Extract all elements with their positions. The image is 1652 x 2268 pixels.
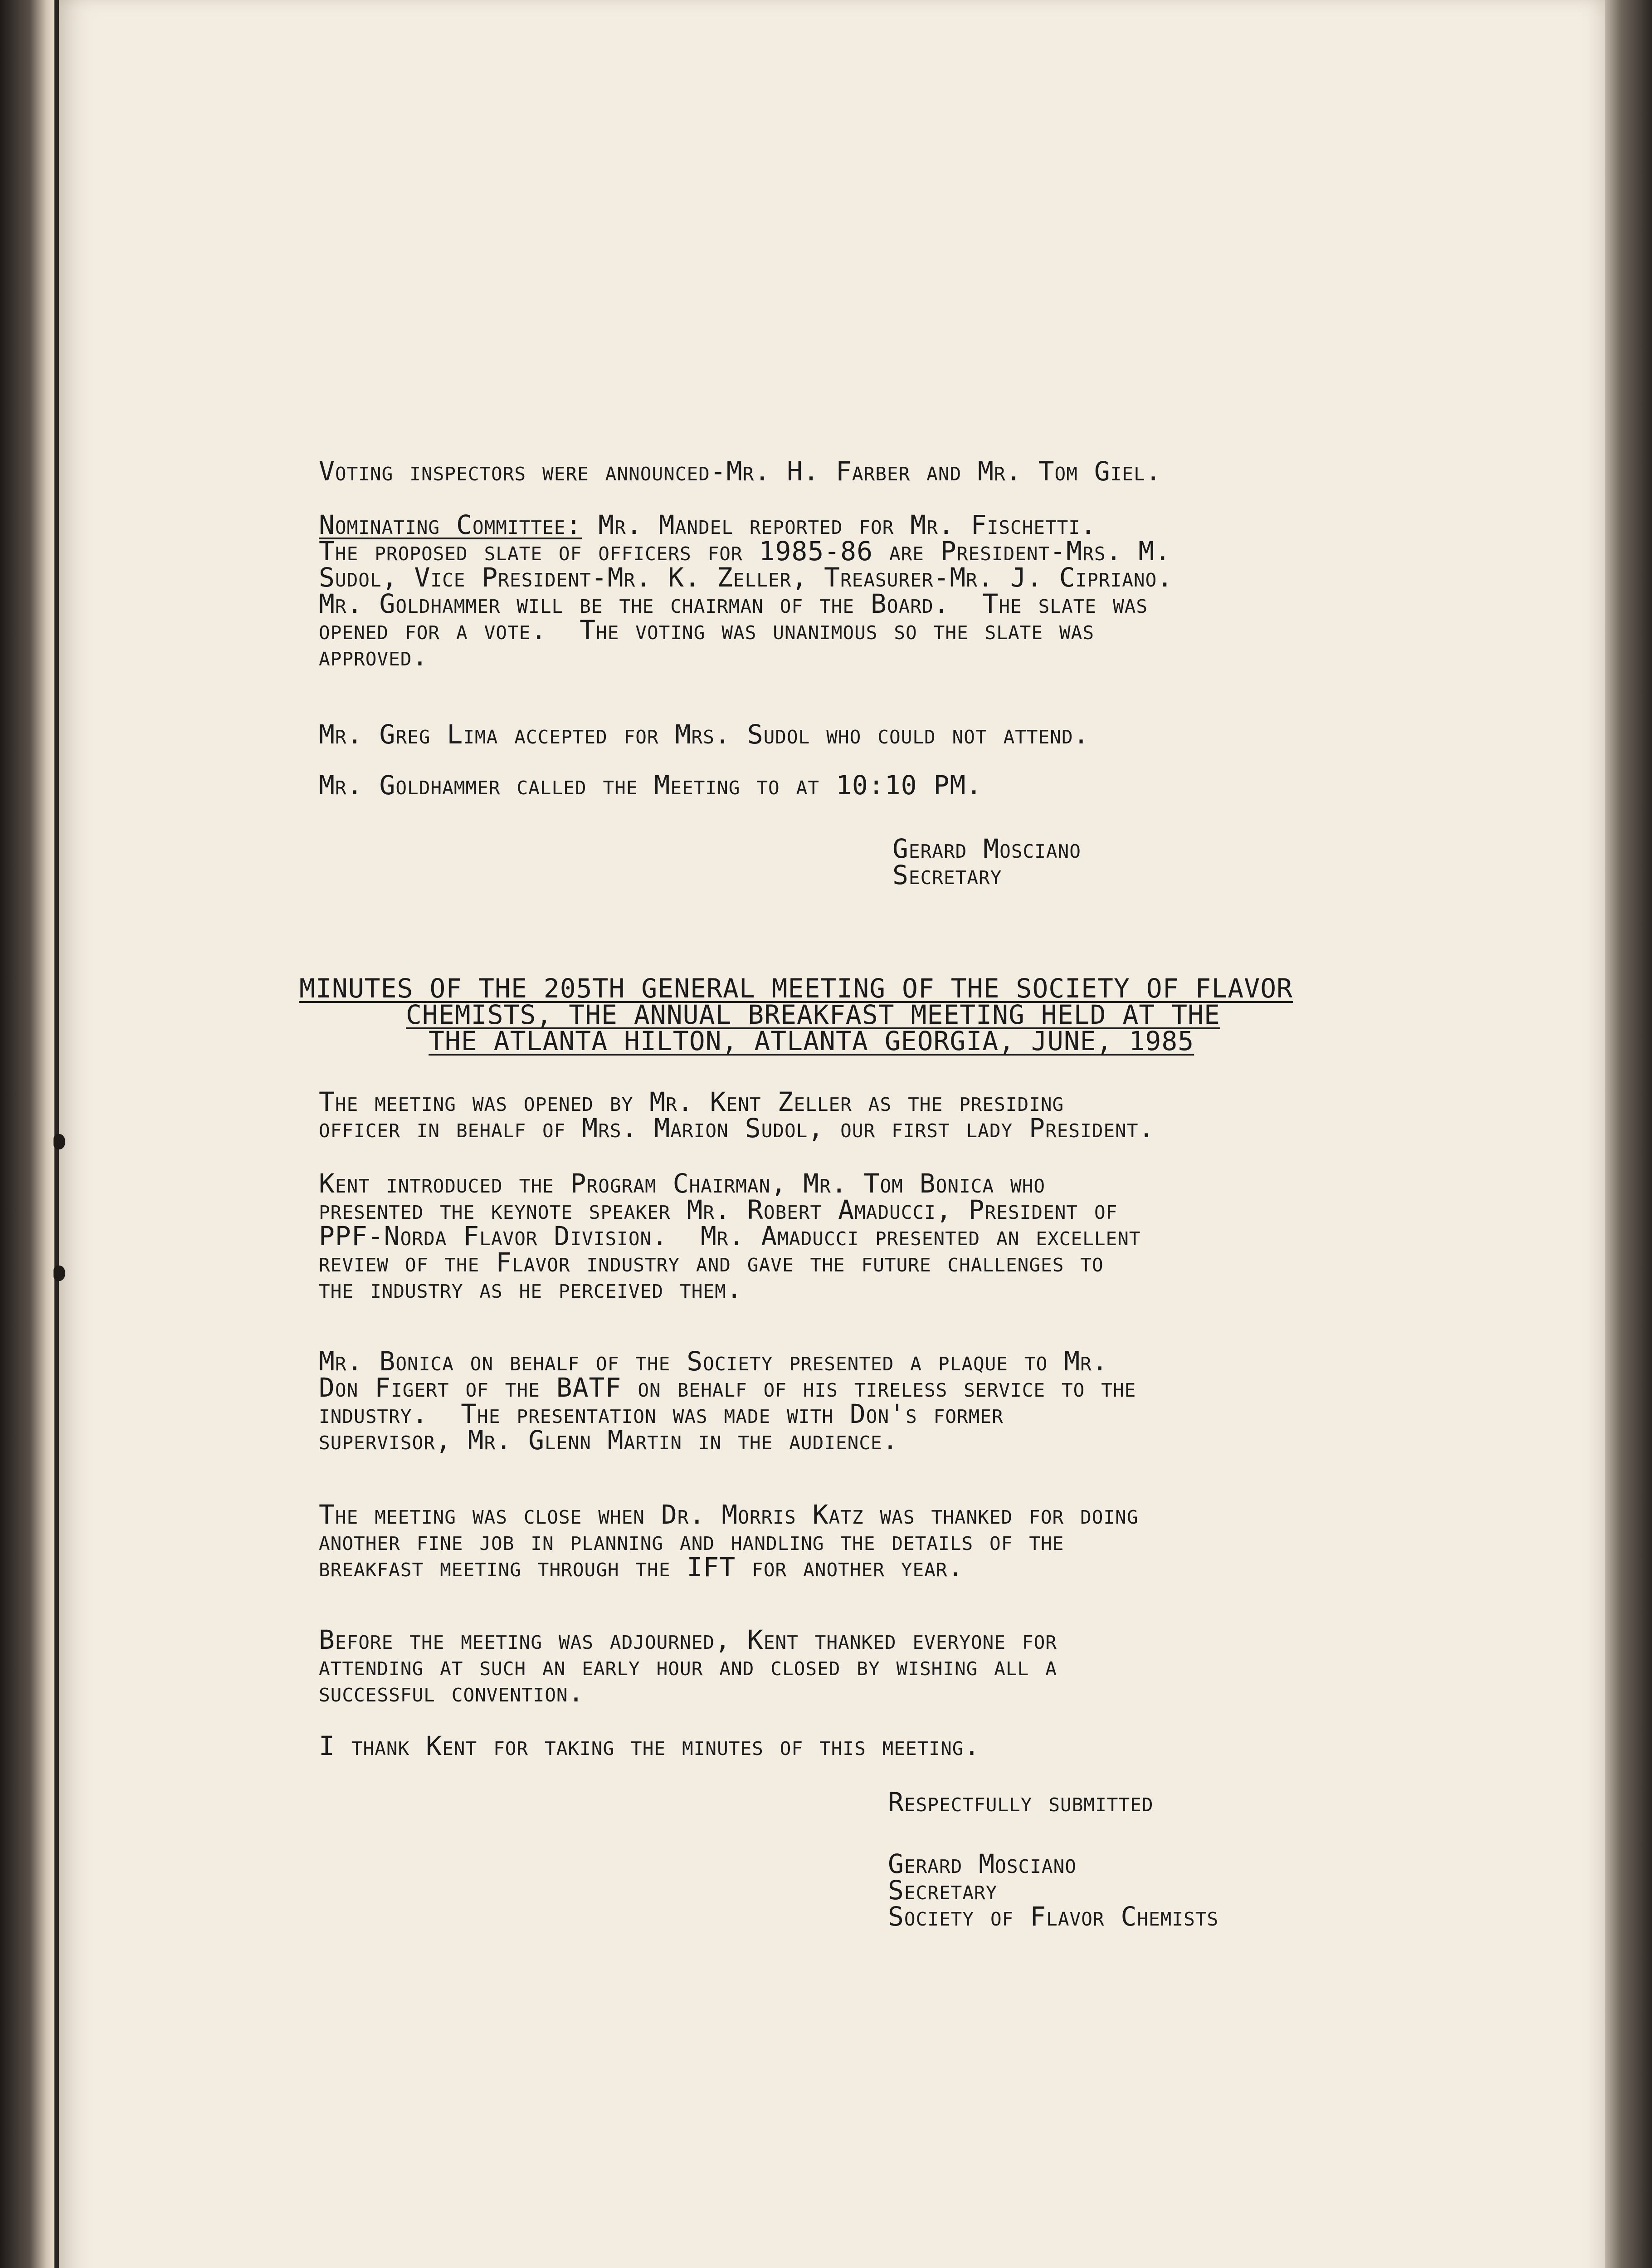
signature-title-2: Secretary <box>888 1875 998 1906</box>
nominating-line-1: Mr. Mandel reported for Mr. Fischetti. <box>582 509 1097 540</box>
right-page-edge <box>1605 0 1652 2268</box>
nominating-line-6: approved. <box>319 641 429 672</box>
para1-line-1: The meeting was opened by Mr. Kent Zeller as the presiding <box>319 1086 1064 1117</box>
binding-mark-bottom <box>54 1266 65 1281</box>
voting-inspectors-line: Voting inspectors were announced-Mr. H. Farber and Mr. Tom Giel. <box>319 456 1162 487</box>
nominating-line-4: Mr. Goldhammer will be the chairman of the Board. The slate was <box>319 588 1148 619</box>
para6-line: I thank Kent for taking the minutes of this meeting. <box>319 1730 980 1761</box>
minutes-heading-line-1: MINUTES OF THE 205TH GENERAL MEETING OF THE SOCIETY OF FLAVOR <box>299 973 1293 1004</box>
signature-name-2: Gerard Mosciano <box>888 1848 1077 1879</box>
para5-line-1: Before the meeting was adjourned, Kent thanked everyone for <box>319 1624 1057 1655</box>
closing-line: Respectfully submitted <box>888 1787 1154 1818</box>
greg-lima-line: Mr. Greg Lima accepted for Mrs. Sudol who could not attend. <box>319 719 1090 750</box>
binding-mark-top <box>54 1134 65 1149</box>
para2-line-4: review of the Flavor industry and gave the future challenges to <box>319 1247 1104 1278</box>
para3-line-1: Mr. Bonica on behalf of the Society presented a plaque to Mr. <box>319 1346 1108 1377</box>
para3-line-3: industry. The presentation was made with Don's former <box>319 1398 1004 1429</box>
para5-line-2: attending at such an early hour and closed by wishing all a <box>319 1651 1057 1681</box>
signature-title-1: Secretary <box>892 860 1002 890</box>
nominating-line-5: opened for a vote. The voting was unanimous so the slate was <box>319 615 1095 645</box>
signature-org: Society of Flavor Chemists <box>888 1901 1219 1932</box>
nominating-line-2: The proposed slate of officers for 1985-86 are President-Mrs. M. <box>319 536 1171 567</box>
para4-line-1: The meeting was close when Dr. Morris Katz was thanked for doing <box>319 1499 1139 1530</box>
para3-line-4: supervisor, Mr. Glenn Martin in the audience. <box>319 1425 899 1456</box>
signature-name-1: Gerard Mosciano <box>892 833 1081 864</box>
para2-line-3: PPF-Norda Flavor Division. Mr. Amaducci presented an excellent <box>319 1221 1141 1251</box>
para2-line-2: presented the keynote speaker Mr. Robert Amaducci, President of <box>319 1194 1118 1225</box>
para2-line-5: the industry as he perceived them. <box>319 1273 743 1304</box>
para5-line-3: successful convention. <box>319 1677 585 1708</box>
left-facing-page-edge <box>0 0 54 2268</box>
meeting-closed-line: Mr. Goldhammer called the Meeting to at 10:10 PM. <box>319 770 983 801</box>
para4-line-2: another fine job in planning and handling the details of the <box>319 1525 1064 1556</box>
nominating-committee-paragraph <box>319 509 1097 540</box>
para3-line-2: Don Figert of the BATF on behalf of his tireless service to the <box>319 1372 1136 1403</box>
para1-line-2: officer in behalf of Mrs. Marion Sudol, our first lady President. <box>319 1113 1155 1144</box>
para4-line-3: breakfast meeting through the IFT for another year. <box>319 1552 964 1583</box>
nominating-committee-label: Nominating Committee: <box>319 509 582 540</box>
para2-line-1: Kent introduced the Program Chairman, Mr. Tom Bonica who <box>319 1168 1046 1199</box>
minutes-heading-line-3: THE ATLANTA HILTON, ATLANTA GEORGIA, JUNE, 1985 <box>429 1026 1194 1056</box>
nominating-line-3: Sudol, Vice President-Mr. K. Zeller, Treasurer-Mr. J. Cipriano. <box>319 562 1174 593</box>
minutes-heading-line-2: CHEMISTS, THE ANNUAL BREAKFAST MEETING HELD AT THE <box>406 999 1220 1030</box>
